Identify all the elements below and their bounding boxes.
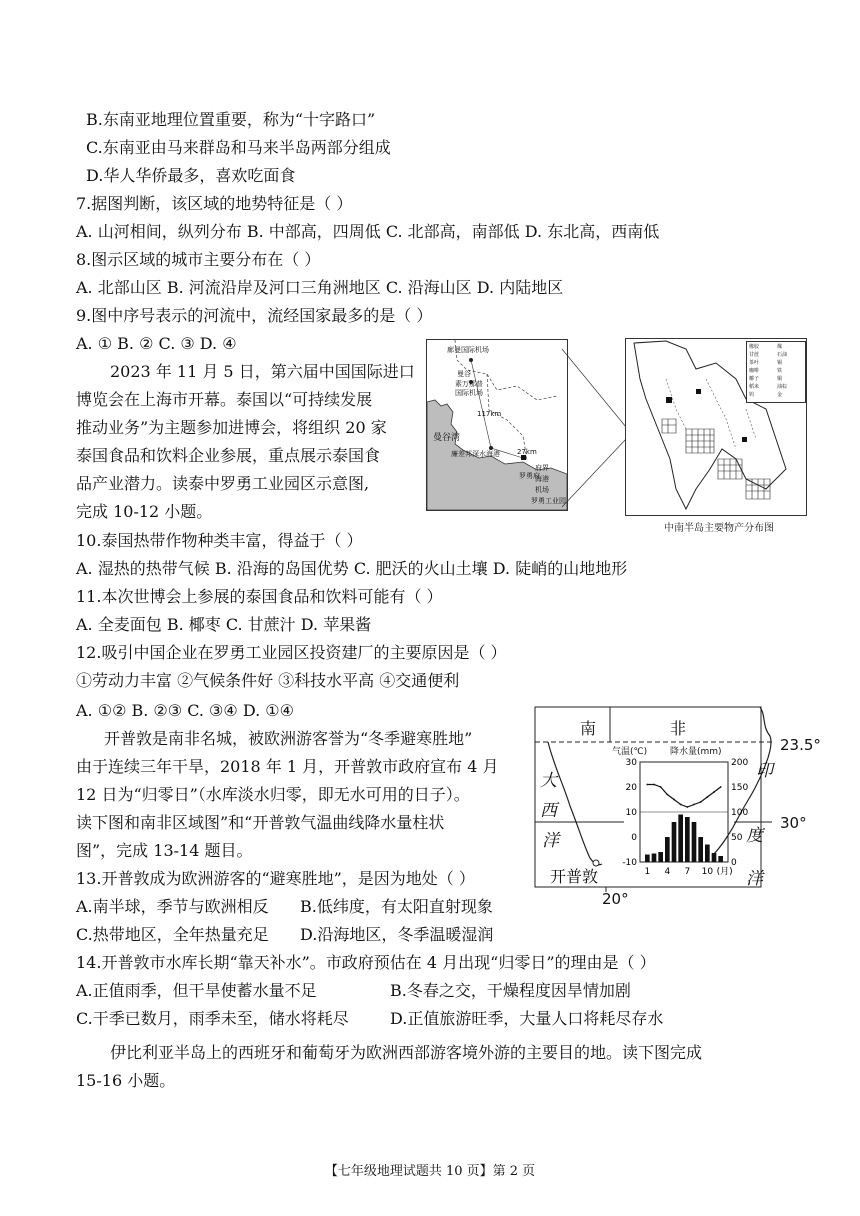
passage-line: 伊比利亚半岛上的西班牙和葡萄牙为欧洲西部游客境外游的主要目的地。读下图完成	[110, 1043, 703, 1062]
temp-tick-label: 30	[625, 758, 637, 768]
label-indian-3: 洋	[746, 869, 763, 889]
passage-line: 品产业潜力。读泰中罗勇工业园区示意图,	[76, 474, 370, 493]
south-africa-map	[534, 706, 824, 906]
passage-line: 推动业务”为主题参加进博会，将组织 20 家	[76, 418, 387, 437]
temperature-point	[686, 806, 688, 808]
temperature-point	[706, 796, 708, 798]
precip-bar	[685, 817, 690, 862]
temperature-point	[653, 784, 655, 786]
label-suvarnabhumi-a: 素万那普	[455, 380, 483, 388]
legend-iron: 铁	[777, 368, 783, 374]
precip-bar	[658, 852, 663, 862]
indochina-legend	[746, 341, 806, 403]
temp-tick-label: 0	[631, 833, 637, 843]
q13-option-a: A.南半球，季节与欧洲相反	[76, 897, 269, 916]
q14-option-b: B.冬春之交，干燥程度因旱情加剧	[390, 981, 631, 1000]
label-gulf-bangkok: 曼谷湾	[433, 433, 461, 443]
passage-line: 读下图和南非区域图”和“开普敦气温曲线降水量柱状	[76, 813, 445, 832]
legend-boundary: 府界	[535, 464, 549, 472]
label-indian-1: 印	[756, 761, 773, 781]
temp-tick-label: 20	[625, 783, 637, 793]
label-lon-20: 20°	[602, 890, 629, 908]
label-atlantic-3: 洋	[542, 831, 559, 851]
legend-oil: 石油	[777, 352, 788, 358]
q13-option-c: C.热带地区，全年热量充足	[76, 925, 269, 944]
label-atlantic-1: 大	[540, 771, 557, 791]
q11-stem: 11.本次世博会上参展的泰国食品和饮料可能有（ ）	[76, 587, 443, 606]
month-tick-label: 4	[664, 867, 671, 877]
temperature-point	[700, 801, 702, 803]
page-footer: 【七年级地理试题共 10 页】第 2 页	[324, 1164, 536, 1179]
q6-option-b: B.东南亚地理位置重要，称为“十字路口”	[86, 110, 376, 129]
legend-sugarcane: 甘蔗	[749, 352, 760, 358]
temperature-point	[713, 791, 715, 793]
q7-options: A. 山河相间，纵列分布 B. 中部高，四周低 C. 北部高，南部低 D. 东北高，西南低	[76, 222, 660, 241]
q14-option-d: D.正值旅游旺季，大量人口将耗尽存水	[390, 1009, 664, 1028]
temperature-point	[720, 786, 722, 788]
q7-stem: 7.据图判断，该区域的地势特征是（ ）	[76, 194, 353, 213]
cape-town-climate-chart	[616, 756, 756, 886]
q6-option-d: D.华人华侨最多，喜欢吃面食	[86, 166, 296, 185]
month-tick-label: 7	[684, 867, 691, 877]
label-cape-town: 开普敦	[550, 867, 599, 886]
precip-bar	[645, 855, 650, 863]
label-africa: 非	[670, 719, 687, 738]
label-dist-27: 27km	[517, 448, 537, 456]
chart-y2-label: 降水量(mm)	[670, 747, 722, 757]
precip-bar	[705, 845, 710, 863]
passage-line: 15-16 小题。	[76, 1071, 176, 1090]
indochina-map-caption: 中南半岛主要物产分布图	[664, 523, 774, 534]
legend-tin: 锡	[777, 360, 783, 366]
precip-bar	[652, 854, 657, 863]
chart-y1-label: 气温(℃)	[612, 747, 648, 757]
q13-option-d: D.沿海地区，冬季温暖湿润	[300, 925, 494, 944]
passage-line: 由于连续三年干旱，2018 年 1 月，开普敦市政府宣布 4 月	[76, 757, 499, 776]
passage-line: 图”，完成 13-14 题目。	[76, 841, 253, 860]
legend-port: 海港	[535, 475, 549, 483]
temperature-point	[646, 784, 648, 786]
month-tick-label: 10	[701, 867, 714, 877]
q8-options: A. 北部山区 B. 河流沿岸及河口三角洲地区 C. 沿海山区 D. 内陆地区	[76, 278, 564, 297]
precip-bar	[718, 856, 723, 862]
legend-rice: 稻米	[749, 384, 760, 390]
legend-rubber: 橡胶	[749, 344, 760, 350]
label-bangkok: 曼谷	[457, 370, 471, 378]
x-axis-label: (月)	[716, 867, 733, 877]
label-don-mueang: 廊曼国际机场	[447, 346, 489, 354]
legend-coffee: 咖啡	[749, 368, 760, 374]
precip-bar	[672, 822, 677, 862]
precip-tick-label: 100	[731, 808, 749, 818]
legend-gold: 金	[777, 392, 783, 398]
label-laem-chabang: 廉差邦深水海港	[451, 450, 500, 458]
q12-items: ①劳动力丰富 ②气候条件好 ③科技水平高 ④交通便利	[76, 671, 460, 690]
q10-options: A. 湿热的热带气候 B. 沿海的岛国优势 C. 肥沃的火山土壤 D. 陡峭的山地地形	[76, 559, 628, 578]
passage-line: 开普敦是南非名城，被欧洲游客誉为“冬季避寒胜地”	[104, 729, 473, 748]
precip-tick-label: 200	[731, 758, 749, 768]
precip-tick-label: 150	[731, 783, 749, 793]
legend-oil-palm: 油棕	[777, 384, 788, 390]
q12-stem: 12.吸引中国企业在罗勇工业园区投资建厂的主要原因是（ ）	[76, 643, 507, 662]
map-connector-lines	[560, 339, 630, 519]
rayong-park-map	[426, 339, 568, 511]
q6-option-c: C.东南亚由马来群岛和马来半岛两部分组成	[86, 138, 391, 157]
label-suvarnabhumi-b: 国际机场	[455, 389, 483, 397]
q13-option-b: B.低纬度，有太阳直射现象	[300, 897, 493, 916]
legend-coconut: 椰子	[749, 376, 760, 382]
q14-option-c: C.干季已数月，雨季未至，储水将耗尽	[76, 1009, 349, 1028]
q14-stem: 14.开普敦市水库长期“靠天补水”。市政府预估在 4 月出现“归零日”的理由是（ ）	[76, 953, 656, 972]
precip-bar	[665, 837, 670, 862]
label-south: 南	[580, 719, 597, 738]
precip-bar	[692, 822, 697, 862]
legend-industrial-park: 罗勇工业园	[531, 497, 566, 505]
precip-bar	[678, 815, 683, 863]
temperature-point	[666, 794, 668, 796]
legend-coal: 煤	[777, 344, 783, 350]
precip-bar	[698, 837, 703, 862]
precip-bar	[712, 853, 717, 862]
legend-airport: 机场	[535, 486, 549, 494]
temperature-curve	[647, 785, 720, 808]
indochina-products-map	[625, 338, 807, 516]
q11-options: A. 全麦面包 B. 椰枣 C. 甘蔗汁 D. 苹果酱	[76, 615, 372, 634]
temperature-point	[660, 786, 662, 788]
temp-tick-label: -10	[622, 858, 637, 868]
q12-options: A. ①② B. ②③ C. ③④ D. ①④	[76, 701, 294, 720]
legend-copper: 铜	[777, 376, 783, 382]
q8-stem: 8.图示区域的城市主要分布在（ ）	[76, 250, 321, 269]
passage-line: 12 日为“归零日”（水库淡水归零，即无水可用的日子）。	[76, 785, 470, 804]
legend-tea: 茶叶	[749, 360, 760, 366]
passage-line: 完成 10-12 小题。	[76, 502, 213, 521]
label-lat-23-5: 23.5°	[780, 736, 821, 754]
passage-line: 2023 年 11 月 5 日，第六届中国国际进口	[110, 362, 415, 381]
label-indian-2: 度	[746, 826, 763, 846]
label-rayong: 罗勇府	[519, 472, 540, 480]
label-dist-117: 117km	[477, 410, 502, 418]
legend-tungsten: 钨	[749, 392, 755, 398]
q10-stem: 10.泰国热带作物种类丰富，得益于（ ）	[76, 531, 363, 550]
temperature-point	[680, 804, 682, 806]
precip-tick-label: 50	[731, 833, 743, 843]
temperature-point	[693, 804, 695, 806]
temp-tick-label: 10	[625, 808, 637, 818]
label-atlantic-2: 西	[540, 801, 557, 821]
precip-tick-label: 0	[731, 858, 737, 868]
passage-line: 泰国食品和饮料企业参展，重点展示泰国食	[76, 446, 381, 465]
q14-option-a: A.正值雨季，但干旱使蓄水量不足	[76, 981, 317, 1000]
label-lat-30: 30°	[780, 814, 807, 832]
q9-stem: 9.图中序号表示的河流中，流经国家最多的是（ ）	[76, 306, 433, 325]
passage-line: 博览会在上海市开幕。泰国以“可持续发展	[76, 390, 373, 409]
temperature-point	[673, 799, 675, 801]
month-tick-label: 1	[644, 867, 651, 877]
rayong-map-drawing	[427, 340, 567, 510]
q13-stem: 13.开普敦成为欧洲游客的“避寒胜地”，是因为地处（ ）	[76, 869, 475, 888]
q9-options: A. ① B. ② C. ③ D. ④	[76, 334, 237, 353]
